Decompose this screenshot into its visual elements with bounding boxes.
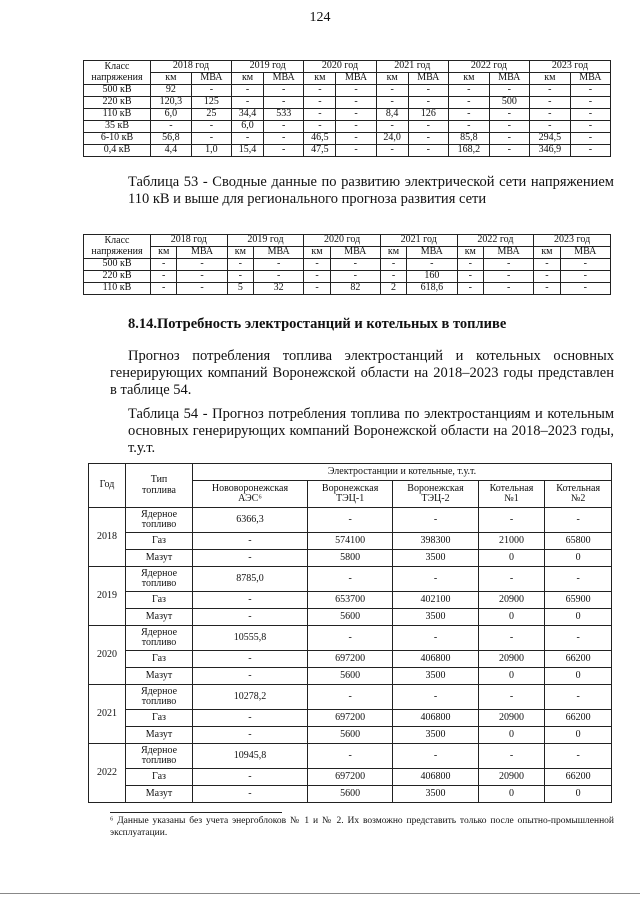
table-cell: - <box>448 109 489 121</box>
table-cell: 402100 <box>393 592 478 609</box>
table-cell: - <box>304 259 330 271</box>
table-cell: 66200 <box>545 710 612 727</box>
table-cell: 5800 <box>307 550 392 567</box>
table-cell: - <box>264 97 304 109</box>
table-cell: - <box>227 271 253 283</box>
table-cell: - <box>304 271 330 283</box>
table-cell: 3500 <box>393 668 478 685</box>
table-cell: 697200 <box>307 710 392 727</box>
table-cell: - <box>193 592 308 609</box>
unit-header: МВА <box>570 73 610 85</box>
table-cell: 6,0 <box>151 109 192 121</box>
fuel-column-header: Тип топлива <box>126 464 193 508</box>
table-cell: 20900 <box>478 651 545 668</box>
unit-header: МВА <box>484 247 534 259</box>
fuel-type: Ядерное топливо <box>126 626 193 651</box>
paragraph: Прогноз потребления топлива электростанций и котельных основных генерирующих компаний Воронежской области на 2018–2023 годы представлен в таблице 54. <box>110 348 614 398</box>
table-cell: 6366,3 <box>193 508 308 533</box>
class-header: Класс напряжения <box>84 61 151 85</box>
table-row <box>89 626 612 651</box>
table-cell: - <box>534 259 560 271</box>
table-row <box>89 550 612 567</box>
table-cell: 5600 <box>307 668 392 685</box>
unit-header: км <box>376 73 408 85</box>
voltage-class: 35 кВ <box>84 121 151 133</box>
fuel-type: Газ <box>126 651 193 668</box>
table-cell: 8,4 <box>376 109 408 121</box>
table-cell: - <box>570 133 610 145</box>
table-row <box>89 786 612 803</box>
table-cell: - <box>193 668 308 685</box>
table-row <box>84 109 611 121</box>
station-header: Котельная №2 <box>545 481 612 508</box>
table-53 <box>83 234 611 295</box>
table-cell: - <box>191 133 231 145</box>
fuel-type: Ядерное топливо <box>126 744 193 769</box>
table-cell: 5 <box>227 283 253 295</box>
footnote: ⁶ Данные указаны без учета энергоблоков № 1 и № 2. Их возможно представить только после опытно-промышленной эксплуатации. <box>110 816 614 838</box>
table-cell: 6,0 <box>232 121 264 133</box>
year-cell: 2022 <box>89 744 126 803</box>
table-cell: 92 <box>151 85 192 97</box>
table-cell: 66200 <box>545 769 612 786</box>
table-cell: - <box>177 271 227 283</box>
table-cell: 0 <box>545 668 612 685</box>
year-cell: 2018 <box>89 508 126 567</box>
table-cell: 126 <box>408 109 448 121</box>
table-cell: 0 <box>478 550 545 567</box>
table-cell: 406800 <box>393 651 478 668</box>
table-cell: 0 <box>545 786 612 803</box>
year-cell: 2020 <box>89 626 126 685</box>
table-cell: 5600 <box>307 727 392 744</box>
table-cell: - <box>232 97 264 109</box>
table-cell: - <box>376 85 408 97</box>
unit-header: км <box>380 247 406 259</box>
table-cell: 0 <box>478 609 545 626</box>
fuel-type: Газ <box>126 533 193 550</box>
voltage-class: 220 кВ <box>84 271 151 283</box>
table-cell: - <box>376 121 408 133</box>
table-cell: 697200 <box>307 651 392 668</box>
table-row <box>89 710 612 727</box>
table-row <box>89 533 612 550</box>
table-row <box>89 769 612 786</box>
table-cell: - <box>393 567 478 592</box>
table-cell: - <box>457 259 483 271</box>
table-cell: - <box>570 109 610 121</box>
table-cell: - <box>529 85 570 97</box>
table-cell: 125 <box>191 97 231 109</box>
table-cell: - <box>408 121 448 133</box>
table-cell: - <box>307 508 392 533</box>
unit-header: МВА <box>489 73 529 85</box>
unit-header: МВА <box>336 73 376 85</box>
year-cell: 2021 <box>89 685 126 744</box>
table-cell: - <box>193 651 308 668</box>
table-cell: - <box>534 271 560 283</box>
table-cell: - <box>376 145 408 157</box>
table-cell: - <box>478 685 545 710</box>
table-cell: 20900 <box>478 769 545 786</box>
year-header: 2020 год <box>304 235 381 247</box>
table-cell: 618,6 <box>407 283 457 295</box>
table-cell: - <box>489 133 529 145</box>
table-cell: - <box>560 283 610 295</box>
caption-53: Таблица 53 - Сводные данные по развитию электрической сети напряжением 110 кВ и выше для регионального прогноза развития сети <box>128 174 614 207</box>
station-header: Воронежская ТЭЦ-1 <box>307 481 392 508</box>
unit-header: МВА <box>330 247 380 259</box>
table-cell: - <box>232 133 264 145</box>
table-cell: - <box>177 259 227 271</box>
table-row <box>84 283 611 295</box>
table-cell: 4,4 <box>151 145 192 157</box>
unit-header: км <box>304 73 336 85</box>
year-header: 2021 год <box>380 235 457 247</box>
year-header: 2023 год <box>534 235 611 247</box>
table-cell: 20900 <box>478 592 545 609</box>
year-header: 2019 год <box>232 61 304 73</box>
table-cell: 65900 <box>545 592 612 609</box>
table-cell: - <box>177 283 227 295</box>
table-cell: 85,8 <box>448 133 489 145</box>
table-cell: - <box>570 85 610 97</box>
table-cell: - <box>336 121 376 133</box>
table-cell: - <box>304 97 336 109</box>
voltage-class: 6-10 кВ <box>84 133 151 145</box>
table-row <box>84 85 611 97</box>
fuel-type: Газ <box>126 769 193 786</box>
table-cell: - <box>560 259 610 271</box>
year-header: 2018 год <box>151 61 232 73</box>
table-cell: - <box>264 145 304 157</box>
table-cell: - <box>570 121 610 133</box>
table-cell: 0 <box>478 727 545 744</box>
table-cell: - <box>227 259 253 271</box>
station-header: Воронежская ТЭЦ-2 <box>393 481 478 508</box>
table-row <box>84 271 611 283</box>
table-cell: - <box>545 567 612 592</box>
fuel-type: Мазут <box>126 609 193 626</box>
table-cell: 406800 <box>393 710 478 727</box>
table-cell: - <box>478 567 545 592</box>
table-cell: - <box>393 744 478 769</box>
table-cell: - <box>336 145 376 157</box>
table-cell: - <box>254 271 304 283</box>
table-cell: - <box>304 109 336 121</box>
table-cell: 697200 <box>307 769 392 786</box>
table-cell: - <box>529 97 570 109</box>
unit-header: МВА <box>407 247 457 259</box>
table-cell: 25 <box>191 109 231 121</box>
table-cell: 66200 <box>545 651 612 668</box>
unit-header: км <box>457 247 483 259</box>
table-cell: - <box>376 97 408 109</box>
table-cell: - <box>336 109 376 121</box>
table-cell: - <box>193 769 308 786</box>
caption-54: Таблица 54 - Прогноз потребления топлива по электростанциям и котельным основных генерирующих компаний Воронежской области на 2018–2023 годы, т.у.т. <box>128 406 614 456</box>
table-cell: - <box>307 744 392 769</box>
table-cell: 3500 <box>393 727 478 744</box>
table-cell: - <box>304 121 336 133</box>
table-cell: - <box>545 744 612 769</box>
table-cell: 5600 <box>307 786 392 803</box>
table-cell: 120,3 <box>151 97 192 109</box>
year-header: 2019 год <box>227 235 304 247</box>
voltage-class: 110 кВ <box>84 283 151 295</box>
table-52 <box>83 60 611 157</box>
table-cell: - <box>330 271 380 283</box>
table-cell: - <box>484 283 534 295</box>
table-cell: - <box>408 133 448 145</box>
table-cell: - <box>193 550 308 567</box>
table-cell: - <box>545 685 612 710</box>
table-row <box>84 145 611 157</box>
table-cell: 32 <box>254 283 304 295</box>
table-cell: - <box>478 508 545 533</box>
table-cell: - <box>545 626 612 651</box>
table-cell: 47,5 <box>304 145 336 157</box>
table-cell: - <box>304 283 330 295</box>
table-cell: - <box>408 145 448 157</box>
table-cell: - <box>484 259 534 271</box>
table-cell: 653700 <box>307 592 392 609</box>
table-cell: 2 <box>380 283 406 295</box>
table-row <box>89 609 612 626</box>
table-cell: - <box>448 97 489 109</box>
year-header: 2023 год <box>529 61 610 73</box>
fuel-type: Мазут <box>126 668 193 685</box>
table-cell: 160 <box>407 271 457 283</box>
unit-header: МВА <box>264 73 304 85</box>
table-cell: - <box>151 259 177 271</box>
table-cell: 20900 <box>478 710 545 727</box>
fuel-type: Ядерное топливо <box>126 567 193 592</box>
fuel-type: Газ <box>126 710 193 727</box>
table-row <box>84 133 611 145</box>
stations-group-header: Электростанции и котельные, т.у.т. <box>193 464 612 481</box>
table-cell: 168,2 <box>448 145 489 157</box>
unit-header: км <box>534 247 560 259</box>
table-cell: - <box>380 271 406 283</box>
table-cell: - <box>489 121 529 133</box>
fuel-type: Ядерное топливо <box>126 508 193 533</box>
table-cell: - <box>193 786 308 803</box>
table-cell: 574100 <box>307 533 392 550</box>
unit-header: МВА <box>560 247 610 259</box>
table-cell: 21000 <box>478 533 545 550</box>
table-cell: - <box>489 85 529 97</box>
table-cell: 5600 <box>307 609 392 626</box>
table-row <box>89 567 612 592</box>
unit-header: МВА <box>254 247 304 259</box>
table-cell: - <box>393 508 478 533</box>
table-row <box>89 668 612 685</box>
table-row <box>89 592 612 609</box>
table-cell: 8785,0 <box>193 567 308 592</box>
unit-header: км <box>304 247 330 259</box>
table-cell: - <box>407 259 457 271</box>
table-cell: 24,0 <box>376 133 408 145</box>
table-cell: - <box>529 109 570 121</box>
table-cell: 10945,8 <box>193 744 308 769</box>
table-row <box>84 121 611 133</box>
unit-header: км <box>227 247 253 259</box>
unit-header: км <box>232 73 264 85</box>
table-cell: - <box>264 133 304 145</box>
voltage-class: 110 кВ <box>84 109 151 121</box>
table-cell: - <box>191 85 231 97</box>
bottom-rule <box>0 893 640 894</box>
voltage-class: 220 кВ <box>84 97 151 109</box>
table-cell: - <box>570 145 610 157</box>
table-cell: - <box>457 271 483 283</box>
table-cell: 34,4 <box>232 109 264 121</box>
table-cell: - <box>254 259 304 271</box>
table-cell: 500 <box>489 97 529 109</box>
voltage-class: 0,4 кВ <box>84 145 151 157</box>
table-cell: - <box>336 133 376 145</box>
table-cell: - <box>307 567 392 592</box>
table-cell: - <box>304 85 336 97</box>
unit-header: км <box>151 247 177 259</box>
unit-header: МВА <box>408 73 448 85</box>
table-cell: - <box>193 710 308 727</box>
unit-header: МВА <box>191 73 231 85</box>
fuel-type: Мазут <box>126 786 193 803</box>
class-header: Класс напряжения <box>84 235 151 259</box>
table-cell: 0 <box>545 727 612 744</box>
table-row <box>89 508 612 533</box>
table-row <box>84 259 611 271</box>
table-cell: 56,8 <box>151 133 192 145</box>
table-cell: 294,5 <box>529 133 570 145</box>
table-cell: - <box>478 744 545 769</box>
table-cell: - <box>330 259 380 271</box>
table-cell: - <box>448 121 489 133</box>
year-column-header: Год <box>89 464 126 508</box>
table-cell: - <box>264 85 304 97</box>
voltage-class: 500 кВ <box>84 85 151 97</box>
table-cell: 533 <box>264 109 304 121</box>
table-cell: - <box>570 97 610 109</box>
table-54 <box>88 463 612 803</box>
table-cell: 46,5 <box>304 133 336 145</box>
table-cell: 0 <box>545 550 612 567</box>
table-cell: - <box>534 283 560 295</box>
table-cell: - <box>448 85 489 97</box>
table-cell: 398300 <box>393 533 478 550</box>
table-cell: - <box>232 85 264 97</box>
fuel-type: Мазут <box>126 727 193 744</box>
table-cell: - <box>264 121 304 133</box>
table-cell: 10555,8 <box>193 626 308 651</box>
table-cell: - <box>489 145 529 157</box>
footnote-divider <box>110 812 282 813</box>
table-cell: - <box>193 533 308 550</box>
unit-header: км <box>529 73 570 85</box>
unit-header: км <box>448 73 489 85</box>
year-header: 2022 год <box>457 235 534 247</box>
year-header: 2022 год <box>448 61 529 73</box>
table-row <box>89 727 612 744</box>
voltage-class: 500 кВ <box>84 259 151 271</box>
station-header: Котельная №1 <box>478 481 545 508</box>
table-cell: 3500 <box>393 550 478 567</box>
table-cell: - <box>151 283 177 295</box>
page-number: 124 <box>309 10 331 25</box>
table-row <box>89 744 612 769</box>
table-cell: - <box>336 97 376 109</box>
table-row <box>89 685 612 710</box>
table-cell: 15,4 <box>232 145 264 157</box>
table-cell: 10278,2 <box>193 685 308 710</box>
table-cell: 3500 <box>393 786 478 803</box>
table-cell: 0 <box>545 609 612 626</box>
table-cell: - <box>408 97 448 109</box>
table-cell: - <box>193 727 308 744</box>
unit-header: км <box>151 73 192 85</box>
fuel-type: Ядерное топливо <box>126 685 193 710</box>
table-cell: - <box>193 609 308 626</box>
table-cell: - <box>457 283 483 295</box>
table-row <box>84 97 611 109</box>
table-cell: - <box>393 626 478 651</box>
section-heading: 8.14.Потребность электростанций и котельных в топливе <box>128 316 507 332</box>
table-cell: 0 <box>478 668 545 685</box>
table-cell: 3500 <box>393 609 478 626</box>
table-cell: - <box>307 626 392 651</box>
table-cell: - <box>560 271 610 283</box>
table-cell: - <box>478 626 545 651</box>
table-cell: - <box>307 685 392 710</box>
table-cell: - <box>380 259 406 271</box>
table-cell: - <box>408 85 448 97</box>
table-cell: 82 <box>330 283 380 295</box>
unit-header: МВА <box>177 247 227 259</box>
table-cell: - <box>484 271 534 283</box>
table-cell: - <box>336 85 376 97</box>
table-row <box>89 651 612 668</box>
fuel-type: Мазут <box>126 550 193 567</box>
year-cell: 2019 <box>89 567 126 626</box>
fuel-type: Газ <box>126 592 193 609</box>
table-cell: 65800 <box>545 533 612 550</box>
table-cell: - <box>529 121 570 133</box>
table-cell: - <box>191 121 231 133</box>
table-cell: - <box>393 685 478 710</box>
year-header: 2021 год <box>376 61 448 73</box>
year-header: 2020 год <box>304 61 376 73</box>
table-cell: 0 <box>478 786 545 803</box>
table-cell: - <box>151 121 192 133</box>
table-cell: 1,0 <box>191 145 231 157</box>
table-cell: - <box>545 508 612 533</box>
station-header: Нововоронежская АЭС⁶ <box>193 481 308 508</box>
table-cell: 406800 <box>393 769 478 786</box>
table-cell: 346,9 <box>529 145 570 157</box>
table-cell: - <box>151 271 177 283</box>
year-header: 2018 год <box>151 235 228 247</box>
table-cell: - <box>489 109 529 121</box>
